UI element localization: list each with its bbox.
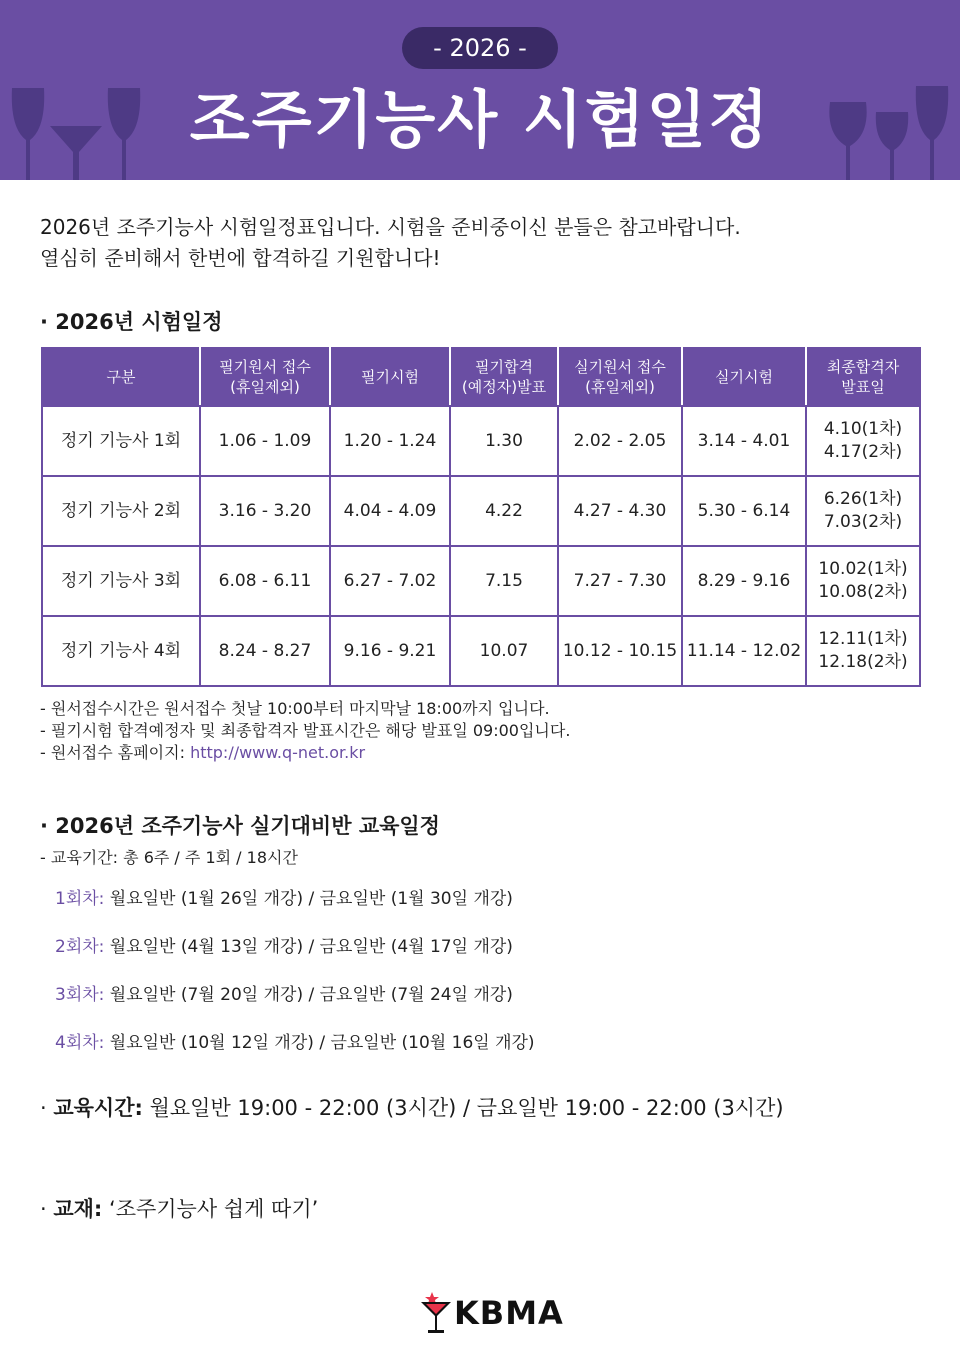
note-line: - 필기시험 합격예정자 및 최종합격자 발표시간은 해당 발표일 09:00입니다.	[40, 721, 571, 740]
table-cell: 4.27 - 4.30	[558, 476, 682, 546]
header-banner	[0, 0, 960, 180]
column-header: 필기원서 접수 (휴일제외)	[200, 348, 330, 406]
schedule-notes	[40, 698, 570, 764]
table-cell: 7.15	[450, 546, 558, 616]
table-cell: 6.27 - 7.02	[330, 546, 450, 616]
year-badge: - 2026 -	[402, 27, 558, 69]
table-cell: 4.04 - 4.09	[330, 476, 450, 546]
cocktail-logo-icon	[418, 1290, 454, 1334]
table-row	[42, 406, 920, 476]
education-period: - 교육기간: 총 6주 / 주 1회 / 18시간	[40, 848, 298, 867]
round-text: 월요일반 (10월 12일 개강) / 금요일반 (10월 16일 개강)	[104, 1033, 535, 1053]
table-row	[42, 546, 920, 616]
table-row	[42, 616, 920, 686]
table-cell: 7.27 - 7.30	[558, 546, 682, 616]
education-time-label: 교육시간:	[53, 1096, 143, 1120]
table-cell: 9.16 - 9.21	[330, 616, 450, 686]
round-label: 1회차:	[55, 889, 105, 909]
table-cell: 5.30 - 6.14	[682, 476, 806, 546]
table-cell: 1.30	[450, 406, 558, 476]
table-cell: 4.10(1차) 4.17(2차)	[806, 406, 920, 476]
table-header-row	[42, 348, 920, 406]
table-cell: 10.07	[450, 616, 558, 686]
note-line: - 원서접수시간은 원서접수 첫날 10:00부터 마지막날 18:00까지 입니다.	[40, 699, 550, 718]
textbook-line: · 교재: ‘조주기능사 쉽게 따기’	[40, 1197, 319, 1221]
schedule-section-title: · 2026년 시험일정	[40, 310, 223, 334]
round-text: 월요일반 (1월 26일 개강) / 금요일반 (1월 30일 개강)	[104, 889, 513, 909]
qnet-link[interactable]: http://www.q-net.or.kr	[190, 743, 366, 762]
education-section-title: · 2026년 조주기능사 실기대비반 교육일정	[40, 814, 440, 838]
intro-line: 열심히 준비해서 한번에 합격하길 기원합니다!	[40, 246, 441, 270]
table-cell: 4.22	[450, 476, 558, 546]
logo-text: KBMA	[454, 1294, 564, 1332]
education-round	[55, 1028, 535, 1053]
round-text: 월요일반 (4월 13일 개강) / 금요일반 (4월 17일 개강)	[104, 937, 513, 957]
round-label: 4회차:	[55, 1033, 105, 1053]
textbook-label: 교재:	[53, 1197, 103, 1221]
table-cell: 3.14 - 4.01	[682, 406, 806, 476]
table-cell: 1.06 - 1.09	[200, 406, 330, 476]
table-cell: 3.16 - 3.20	[200, 476, 330, 546]
column-header: 최종합격자 발표일	[806, 348, 920, 406]
table-cell: 6.08 - 6.11	[200, 546, 330, 616]
table-cell: 8.29 - 9.16	[682, 546, 806, 616]
round-label: 2회차:	[55, 937, 105, 957]
table-cell: 8.24 - 8.27	[200, 616, 330, 686]
education-round	[55, 980, 513, 1005]
table-cell: 10.12 - 10.15	[558, 616, 682, 686]
table-cell: 정기 기능사 3회	[42, 546, 200, 616]
kbma-logo	[418, 1290, 564, 1334]
education-time-text: 월요일반 19:00 - 22:00 (3시간) / 금요일반 19:00 - 22:00 (3시간)	[142, 1096, 784, 1120]
table-cell: 12.11(1차) 12.18(2차)	[806, 616, 920, 686]
page-title: 조주기능사 시험일정	[189, 83, 771, 156]
intro-text	[40, 212, 741, 274]
intro-line: 2026년 조주기능사 시험일정표입니다. 시험을 준비중이신 분들은 참고바랍니다.	[40, 215, 741, 239]
table-cell: 정기 기능사 1회	[42, 406, 200, 476]
round-label: 3회차:	[55, 985, 105, 1005]
table-cell: 정기 기능사 2회	[42, 476, 200, 546]
table-cell: 10.02(1차) 10.08(2차)	[806, 546, 920, 616]
column-header: 실기원서 접수 (휴일제외)	[558, 348, 682, 406]
round-text: 월요일반 (7월 20일 개강) / 금요일반 (7월 24일 개강)	[104, 985, 513, 1005]
table-row	[42, 476, 920, 546]
column-header: 실기시험	[682, 348, 806, 406]
education-round	[55, 932, 513, 957]
table-cell: 2.02 - 2.05	[558, 406, 682, 476]
education-round	[55, 884, 513, 909]
education-time: · 교육시간: 월요일반 19:00 - 22:00 (3시간) / 금요일반 19:00 - 22:00 (3시간)	[40, 1096, 784, 1120]
column-header: 필기합격 (예정자)발표	[450, 348, 558, 406]
textbook-text: ‘조주기능사 쉽게 따기’	[102, 1197, 319, 1221]
exam-schedule-table	[41, 347, 921, 687]
column-header: 필기시험	[330, 348, 450, 406]
column-header: 구분	[42, 348, 200, 406]
note-line: - 원서접수 홈페이지: http://www.q-net.or.kr	[40, 743, 366, 762]
table-cell: 6.26(1차) 7.03(2차)	[806, 476, 920, 546]
table-cell: 1.20 - 1.24	[330, 406, 450, 476]
table-cell: 정기 기능사 4회	[42, 616, 200, 686]
table-cell: 11.14 - 12.02	[682, 616, 806, 686]
